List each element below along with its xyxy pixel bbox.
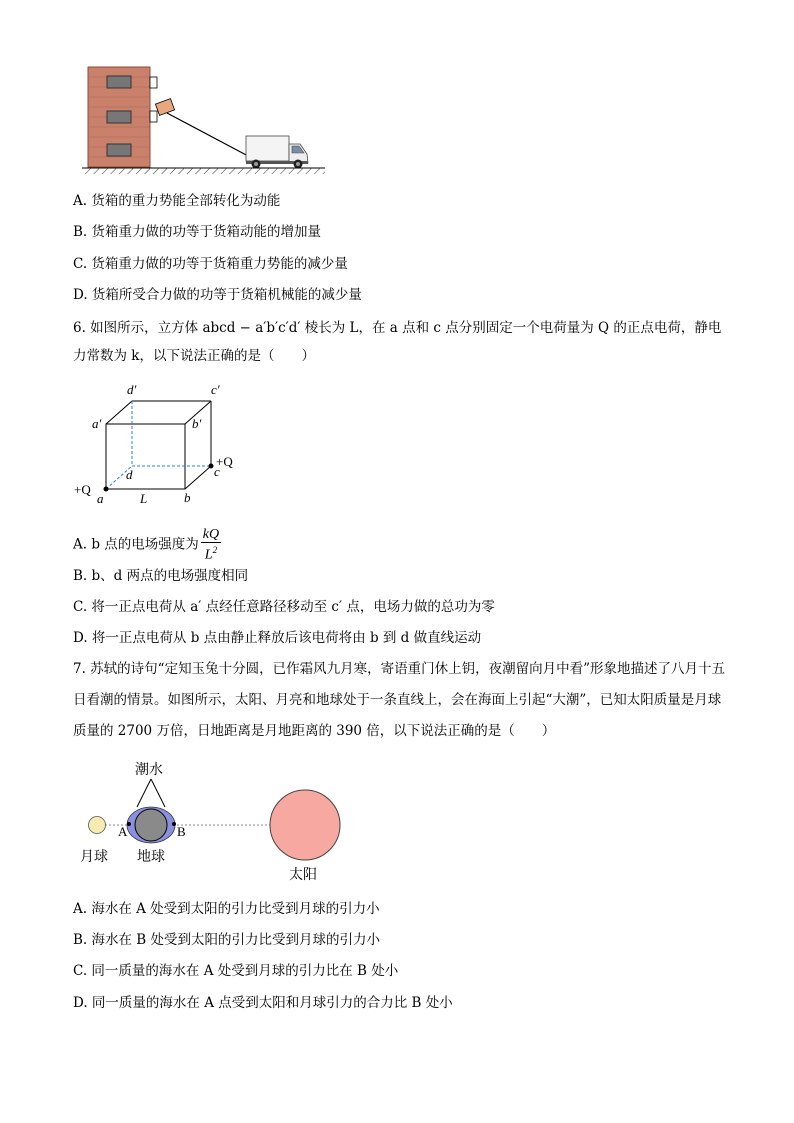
label-c: c <box>214 464 220 479</box>
label-sun: 太阳 <box>289 868 317 883</box>
label-earth: 地球 <box>137 850 165 865</box>
label-point-b: B <box>177 824 186 839</box>
label-d: d <box>126 467 133 482</box>
fraction-denominator: L <box>204 547 213 563</box>
q6-option-a <box>73 527 221 563</box>
q7-stem: 7. 苏轼的诗句“定知玉兔十分圆，已作霜风九月寒，寄语重门休上钥，夜潮留向月中看”形象地描述了八月十五日看潮的情景。如图所示，太阳、月亮和地球处于一条直线上，会在海面上引起“大潮”，已知太阳质量是月球质量的 2700 万倍，日地距离是月地距离的 390 倍，以下说法正确的是（ ） <box>73 661 725 739</box>
rope <box>167 113 250 157</box>
window <box>107 144 131 156</box>
moon <box>89 817 106 834</box>
label-b-prime: b′ <box>192 416 202 431</box>
q5-option-a: A. 货箱的重力势能全部转化为动能 <box>73 193 281 209</box>
label-tide: 潮水 <box>135 763 163 778</box>
label-plus-q-a: +Q <box>74 482 91 497</box>
q6-stem-line2: 力常数为 k，以下说法正确的是（ ） <box>73 348 315 364</box>
label-c-prime: c′ <box>211 382 220 397</box>
label-moon: 月球 <box>80 850 108 865</box>
label-plus-q-c: +Q <box>216 454 233 469</box>
q5-option-b: B. 货箱重力做的功等于货箱动能的增加量 <box>73 224 322 240</box>
q6-stem-line1: 6. 如图所示，立方体 abcd − a′b′c′d′ 棱长为 L，在 a 点和 c 点分别固定一个电荷量为 Q 的正点电荷，静电 <box>73 320 722 336</box>
q6-option-a-text: A. b 点的电场强度为 <box>73 536 199 553</box>
q7-option-b: B. 海水在 B 处受到太阳的引力比受到月球的引力小 <box>73 932 381 948</box>
q5-option-d: D. 货箱所受合力做的功等于货箱机械能的减少量 <box>73 287 362 303</box>
earth <box>135 809 167 841</box>
cargo-box <box>155 99 174 116</box>
label-d-prime: d′ <box>127 382 137 397</box>
window <box>107 111 131 123</box>
fraction-numerator: kQ <box>202 527 220 542</box>
charge-a <box>104 487 109 492</box>
q6-option-c: C. 将一正点电荷从 a′ 点经任意路径移动至 c′ 点，电场力做的总功为零 <box>73 599 495 615</box>
sun-moon-earth-figure <box>75 755 365 885</box>
truck <box>246 136 308 169</box>
cube-figure <box>70 378 250 508</box>
label-l: L <box>140 491 148 506</box>
label-a: a <box>97 491 104 506</box>
sun <box>270 790 340 860</box>
q6-option-a-fraction <box>201 527 221 563</box>
q7-option-d: D. 同一质量的海水在 A 点受到太阳和月球引力的合力比 B 处小 <box>73 995 453 1011</box>
q6-option-b: B. b、d 两点的电场强度相同 <box>73 568 249 584</box>
label-b: b <box>184 490 191 505</box>
q6-option-d: D. 将一正点电荷从 b 点由静止释放后该电荷将由 b 到 d 做直线运动 <box>73 630 482 646</box>
label-point-a: A <box>118 824 128 839</box>
q7-option-a: A. 海水在 A 处受到太阳的引力比受到月球的引力小 <box>73 901 380 917</box>
charge-c <box>209 464 214 469</box>
window <box>107 76 131 88</box>
label-a-prime: a′ <box>92 416 102 431</box>
q5-option-c: C. 货箱重力做的功等于货箱重力势能的减少量 <box>73 256 348 272</box>
fraction-exponent: 2 <box>212 545 218 555</box>
q7-option-c: C. 同一质量的海水在 A 处受到月球的引力比在 B 处小 <box>73 963 399 979</box>
building-truck-figure <box>80 60 330 180</box>
